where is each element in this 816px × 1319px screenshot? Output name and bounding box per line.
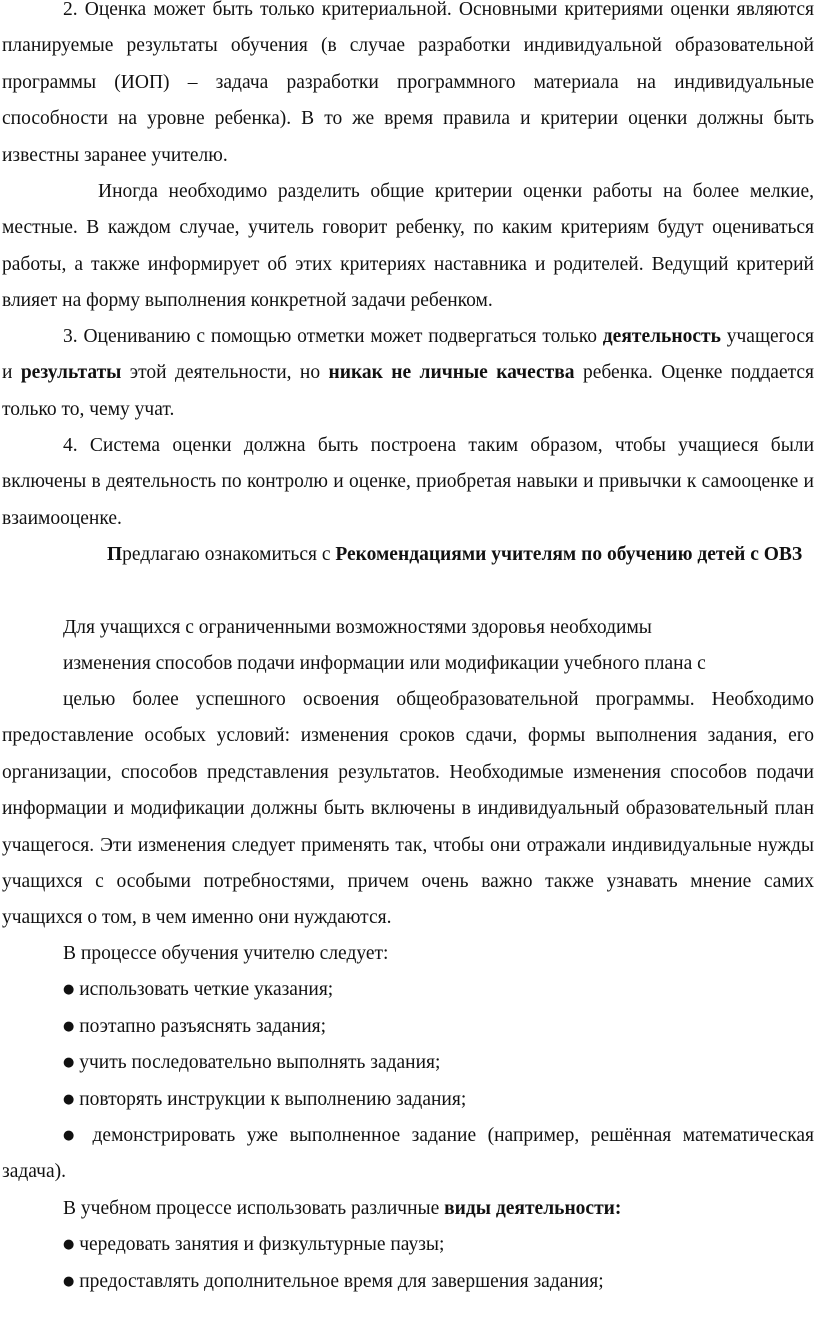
bullet-icon: ● xyxy=(63,1128,81,1143)
bullet-text: поэтапно разъяснять задания; xyxy=(79,1016,327,1037)
bullet-text: учить последовательно выполнять задания; xyxy=(79,1052,441,1073)
bullet-item xyxy=(63,972,814,1008)
bullet-icon: ● xyxy=(63,1274,75,1289)
bold-results: результаты xyxy=(20,362,122,384)
bullet-item xyxy=(63,1009,814,1045)
bullet-item xyxy=(63,1227,814,1263)
text-run: учащегося и xyxy=(2,326,814,384)
paragraph-assessment-system: 4. Система оценки должна быть построена таким образом, чтобы учащиеся были включены в деятельность по контролю и оценке, приобретая навыки и привычки к самооценке и взаимооценке. xyxy=(2,435,814,529)
bullet-item xyxy=(63,1082,814,1118)
bullet-icon: ● xyxy=(63,1019,75,1034)
text-line-ovz-students: Для учащихся с ограниченными возможностями здоровья необходимы xyxy=(63,617,652,638)
text-run: В учебном процессе использовать различные xyxy=(63,1198,445,1219)
bullet-icon: ● xyxy=(63,1055,75,1070)
bullet-text: демонстрировать уже выполненное задание (например, решённая математическая задача). xyxy=(2,1125,815,1183)
paragraph-criteria-assessment: 2. Оценка может быть только критериальной. Основными критериями оценки являются планируемые результаты обучения (в случае разработки индивидуальной образовательной программы (ИОП) – задача разработки программного материала на индивидуальные способности на уровне ребенка). В то же время правила и критерии оценки должны быть известны заранее учителю. xyxy=(2,0,814,166)
bold-personal-qualities: никак не личные качества xyxy=(328,362,575,384)
bold-activity: деятельность xyxy=(602,326,721,347)
bullet-text: чередовать занятия и физкультурные паузы; xyxy=(79,1234,445,1255)
paragraph-local-criteria: Иногда необходимо разделить общие критерии оценки работы на более мелкие, местные. В каждом случае, учитель говорит ребенку, по каким критериям будут оцениваться работы, а также информирует об этих критериях наставника и родителей. Ведущий критерий влияет на форму выполнения конкретной задачи ребенком. xyxy=(2,181,814,312)
paragraph-special-conditions: целью более успешного освоения общеобразовательной программы. Необходимо предоставление особых условий: изменения сроков сдачи, формы выполнения задания, его организации, способов представления результатов. Необходимые изменения способов подачи информации и модификации должны быть включены в индивидуальный образовательный план учащегося. Эти изменения следует применять так, чтобы они отражали индивидуальные нужды учащихся с особыми потребностями, причем очень важно также узнавать мнение самих учащихся о том, в чем именно они нуждаются. xyxy=(2,689,814,929)
text-line-teacher-should: В процессе обучения учителю следует: xyxy=(63,943,389,964)
text-run: редлагаю ознакомиться с xyxy=(122,544,336,565)
bullet-icon: ● xyxy=(63,982,75,997)
text-run: 3. Оцениванию с помощью отметки может подвергаться только xyxy=(63,326,603,347)
bullet-text: использовать четкие указания; xyxy=(79,979,334,1000)
bullet-icon: ● xyxy=(63,1237,75,1252)
bold-recommendations-title: Рекомендациями учителям по обучению детей с ОВЗ xyxy=(335,544,803,565)
text-line-info-changes: изменения способов подачи информации или модификации учебного плана с xyxy=(63,653,706,674)
bullet-item-wrapped xyxy=(2,1118,814,1191)
text-run: этой деятельности, но xyxy=(121,362,329,384)
bullet-text: предоставлять дополнительное время для завершения задания; xyxy=(79,1271,604,1292)
bullet-text: повторять инструкции к выполнению задания; xyxy=(79,1089,467,1110)
paragraph-grading-activity xyxy=(2,319,814,428)
bullet-item xyxy=(63,1045,814,1081)
bold-initial-letter: П xyxy=(107,544,123,565)
text-line-activity-types xyxy=(63,1191,814,1227)
text-run: ребенка. Оценке поддается только то, чему учат. xyxy=(2,362,814,420)
paragraph-recommendations-heading xyxy=(2,537,814,573)
bold-activity-types: виды деятельности: xyxy=(444,1198,622,1219)
bullet-icon: ● xyxy=(63,1092,75,1107)
bullet-item xyxy=(63,1264,814,1300)
